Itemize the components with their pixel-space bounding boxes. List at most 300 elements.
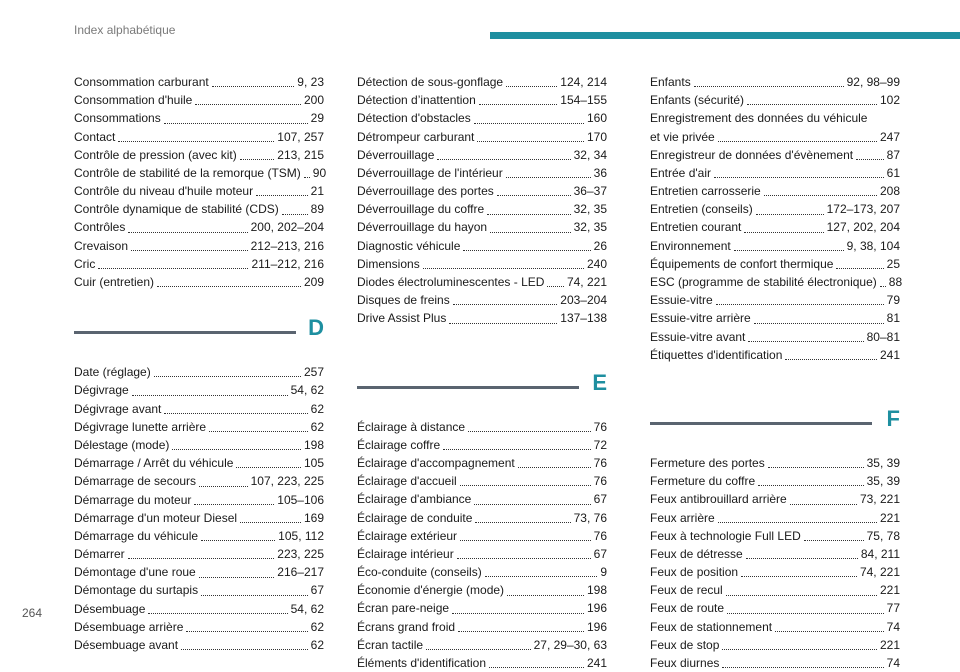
entry-pages: 62 [310,619,324,634]
index-entry [650,527,900,545]
dot-leader [694,86,844,87]
index-entry [650,164,900,182]
entry-pages: 81 [886,311,900,326]
entry-pages: 36–37 [573,184,607,199]
entry-term: Détrompeur carburant [357,129,475,144]
index-entry [74,527,324,545]
index-entry [357,73,607,91]
entry-pages: 221 [879,583,900,598]
section-header-d [74,307,324,363]
dot-leader [457,558,591,559]
entry-pages: 257 [303,365,324,380]
entry-list [650,454,900,672]
index-entry [357,128,607,146]
dot-leader [195,104,301,105]
entry-term: Diagnostic véhicule [357,238,461,253]
entry-term: Feux de stationnement [650,619,773,634]
dot-leader [744,232,823,233]
entry-term: Déverrouillage du coffre [357,202,485,217]
index-entry [357,563,607,581]
entry-pages: 61 [886,165,900,180]
entry-term: Dégivrage lunette arrière [74,419,207,434]
entry-term: Entretien courant [650,220,742,235]
index-entry [74,255,324,273]
entry-pages: 223, 225 [277,547,324,562]
dot-leader [518,467,591,468]
index-entry [650,73,900,91]
dot-leader [497,195,571,196]
entry-term: Éclairage coffre [357,437,441,452]
dot-leader [489,667,584,668]
entry-term: Entretien (conseils) [650,202,753,217]
entry-term: Démarrage d'un moteur Diesel [74,510,238,525]
entry-term: Délestage (mode) [74,437,170,452]
entry-pages: 74, 221 [859,565,900,580]
dot-leader [718,141,877,142]
entry-term: Enfants [650,74,691,89]
entry-pages: 209 [303,275,324,290]
entry-pages: 213, 215 [277,147,324,162]
index-entry [74,491,324,509]
entry-term: Disques de freins [357,293,450,308]
entry-term: Consommation carburant [74,74,209,89]
entry-pages: 105 [303,456,324,471]
index-entry [357,237,607,255]
entry-pages: 216–217 [277,565,324,580]
index-column-1 [74,73,327,654]
entry-pages: 35, 39 [866,455,900,470]
index-entry [357,309,607,327]
index-entry [650,91,900,109]
dot-leader [775,631,884,632]
entry-pages: 67 [593,492,607,507]
entry-pages: 80–81 [866,329,900,344]
index-entry [74,545,324,563]
dot-leader [154,376,301,377]
entry-pages: 137–138 [560,311,607,326]
index-entry [357,219,607,237]
entry-term: Contrôles [74,220,126,235]
entry-pages: 74, 221 [566,275,607,290]
entry-term: Écran pare-neige [357,601,450,616]
entry-term: Éclairage de conduite [357,510,473,525]
entry-term: Démarrage du véhicule [74,528,199,543]
index-entry [74,273,324,291]
index-entry [357,418,607,436]
dot-leader [506,177,591,178]
entry-pages: 77 [886,601,900,616]
dot-leader [201,595,308,596]
entry-term: Déverrouillage [357,147,435,162]
dot-leader [727,613,884,614]
section-letter: F [886,406,900,431]
page-number: 264 [22,606,43,620]
entry-pages: 75, 78 [866,528,900,543]
dot-leader [460,485,591,486]
entry-term: Démarrage du moteur [74,492,192,507]
entry-term: Feux de stop [650,637,720,652]
dot-leader [764,195,877,196]
index-entry [74,128,324,146]
entry-pages: 107, 223, 225 [250,474,324,489]
dot-leader [199,577,275,578]
entry-term: Cric [74,256,96,271]
index-entry [650,490,900,508]
entry-term: Entrée d'air [650,165,711,180]
index-entry [357,618,607,636]
index-entry [650,273,903,291]
entry-term: Éclairage d'ambiance [357,492,472,507]
entry-term: Dimensions [357,256,420,271]
dot-leader [747,104,877,105]
entry-term: ESC (programme de stabilité électronique) [650,275,877,290]
dot-leader [756,214,824,215]
dot-leader [128,558,275,559]
entry-term: Démarrage de secours [74,474,197,489]
entry-pages: 198 [586,583,607,598]
entry-pages: 211–212, 216 [251,256,324,271]
dot-leader [790,504,857,505]
index-entry [74,182,324,200]
entry-term: Essuie-vitre [650,293,713,308]
index-entry [357,545,607,563]
index-entry [650,146,900,164]
dot-leader [212,86,295,87]
index-entry [74,563,324,581]
dot-leader [452,613,584,614]
dot-leader [475,522,570,523]
dot-leader [856,159,884,160]
index-column-2 [357,73,607,672]
dot-leader [748,341,863,342]
dot-leader [118,141,274,142]
index-entry [650,545,900,563]
entry-term: Démontage du surtapis [74,583,199,598]
index-entry [74,73,324,91]
entry-term: Consommations [74,111,161,126]
entry-pages: 90 [312,165,327,180]
entry-term: Écrans grand froid [357,619,456,634]
dot-leader [148,613,287,614]
dot-leader [754,323,884,324]
index-entry [650,454,900,472]
entry-term: Désembuage arrière [74,619,184,634]
dot-leader [768,467,864,468]
dot-leader [804,540,864,541]
entry-term: Entretien carrosserie [650,184,761,199]
dot-leader [468,431,591,432]
entry-pages: 247 [879,129,900,144]
entry-pages: 198 [303,437,324,452]
dot-leader [836,268,883,269]
entry-term: Date (réglage) [74,365,151,380]
entry-term: Contrôle de stabilité de la remorque (TSM) [74,165,301,180]
entry-list [357,73,607,328]
entry-pages: 212–213, 216 [250,238,324,253]
entry-term: Diodes électroluminescentes - LED [357,275,545,290]
entry-pages: 36 [593,165,607,180]
entry-pages: 200, 202–204 [250,220,324,235]
section-rule [357,386,579,389]
entry-pages: 241 [586,656,607,671]
dot-leader [726,595,877,596]
entry-pages: 76 [593,419,607,434]
index-entry [74,436,324,454]
entry-term: Démontage d'une roue [74,565,196,580]
entry-term: Éclairage intérieur [357,546,454,561]
dot-leader [463,250,590,251]
dot-leader [209,431,308,432]
dot-leader [746,558,858,559]
entry-pages: 196 [586,601,607,616]
dot-leader [194,504,274,505]
index-entry [74,381,324,399]
dot-leader [785,359,877,360]
entry-term: Équipements de confort thermique [650,256,834,271]
entry-pages: 76 [593,528,607,543]
index-entry-line: Enregistrement des données du véhicule [650,111,868,126]
index-entry [357,91,607,109]
entry-pages: 154–155 [560,93,607,108]
index-entry [650,291,900,309]
index-entry [650,328,900,346]
entry-pages: 73, 76 [573,510,607,525]
dot-leader [758,485,863,486]
entry-pages: 35, 39 [866,474,900,489]
dot-leader [282,214,308,215]
entry-pages: 160 [586,111,607,126]
entry-term: Contrôle du niveau d'huile moteur [74,184,254,199]
entry-pages: 9, 38, 104 [846,238,900,253]
dot-leader [426,649,531,650]
index-entry [74,164,327,182]
entry-pages: 9, 23 [297,74,324,89]
index-entry [650,618,900,636]
entry-term: Éclairage d'accompagnement [357,455,515,470]
dot-leader [880,286,886,287]
dot-leader [474,504,590,505]
dot-leader [423,268,584,269]
index-entry [650,182,900,200]
entry-pages: 25 [886,256,900,271]
entry-term: Cuir (entretien) [74,275,155,290]
dot-leader [460,540,591,541]
entry-term: Éco-conduite (conseils) [357,565,482,580]
dot-leader [716,304,884,305]
index-entry [74,200,324,218]
index-entry [357,636,607,654]
entry-pages: 29 [310,111,324,126]
entry-pages: 62 [310,638,324,653]
entry-term: Environnement [650,238,731,253]
entry-pages: 32, 35 [573,202,607,217]
entry-term: Détection d’inattention [357,93,476,108]
index-entry [650,472,900,490]
index-entry [650,563,900,581]
index-entry [650,128,900,146]
entry-term: Éclairage d'accueil [357,474,457,489]
index-entry [357,527,607,545]
entry-pages: 124, 214 [560,74,607,89]
dot-leader [506,86,557,87]
entry-term: Feux diurnes [650,656,720,671]
entry-term: Consommation d'huile [74,93,193,108]
index-entry [650,200,900,218]
entry-term: Étiquettes d'identification [650,347,783,362]
entry-pages: 54, 62 [290,601,324,616]
entry-term: Feux de détresse [650,546,743,561]
index-column-3 [650,73,903,672]
entry-term: Feux de route [650,601,725,616]
index-entry [74,454,324,472]
index-entry [74,109,324,127]
entry-pages: 67 [593,546,607,561]
entry-pages: 221 [879,637,900,652]
index-entry [357,291,607,309]
dot-leader [304,177,310,178]
dot-leader [236,467,301,468]
entry-pages: 32, 34 [573,147,607,162]
entry-pages: 27, 29–30, 63 [533,637,607,652]
entry-pages: 208 [879,184,900,199]
section-rule [74,331,296,334]
dot-leader [547,286,564,287]
index-entry [357,146,607,164]
entry-term: Essuie-vitre arrière [650,311,751,326]
index-entry [357,454,607,472]
index-entry [74,219,324,237]
entry-pages: 203–204 [560,293,607,308]
entry-term: Drive Assist Plus [357,311,447,326]
section-header-f [650,398,900,454]
dot-leader [722,667,883,668]
dot-leader [477,141,584,142]
entry-pages: 92, 98–99 [846,74,900,89]
entry-pages: 169 [303,510,324,525]
entry-list [357,418,607,672]
section-header-e [357,362,607,418]
dot-leader [132,395,288,396]
entry-term: Démarrer [74,547,125,562]
dot-leader [458,631,584,632]
page-header-title: Index alphabétique [74,23,176,37]
entry-term: Feux de recul [650,583,723,598]
entry-pages: 79 [886,293,900,308]
entry-pages: 89 [310,202,324,217]
dot-leader [128,232,247,233]
index-entry [357,200,607,218]
entry-term: Désembuage [74,601,146,616]
entry-pages: 127, 202, 204 [826,220,900,235]
entry-pages: 26 [593,238,607,253]
entry-pages: 32, 35 [573,220,607,235]
section-letter: E [592,369,607,395]
index-entry [357,490,607,508]
entry-pages: 67 [310,583,324,598]
entry-term: Fermeture des portes [650,455,765,470]
entry-pages: 196 [586,619,607,634]
entry-pages: 72 [593,437,607,452]
entry-term: Feux antibrouillard arrière [650,492,787,507]
entry-term: Dégivrage [74,383,129,398]
entry-pages: 172–173, 207 [826,202,900,217]
index-entry [74,509,324,527]
dot-leader [507,595,584,596]
entry-term: Écran tactile [357,637,424,652]
dot-leader [186,631,307,632]
entry-pages: 62 [310,401,324,416]
index-entry [74,237,324,255]
entry-term: Contrôle dynamique de stabilité (CDS) [74,202,279,217]
dot-leader [714,177,884,178]
header-accent-bar [490,32,960,39]
dot-leader [490,232,571,233]
entry-term: Crevaison [74,238,129,253]
dot-leader [449,323,557,324]
dot-leader [437,159,570,160]
entry-term: Économie d'énergie (mode) [357,583,505,598]
entry-pages: 105, 112 [278,528,324,543]
index-entry [74,146,324,164]
entry-term: Feux de position [650,565,739,580]
index-entry [74,400,324,418]
index-entry [357,109,607,127]
entry-term: Fermeture du coffre [650,474,756,489]
dot-leader [487,214,570,215]
entry-term: Enregistreur de données d'évènement [650,147,854,162]
dot-leader [98,268,248,269]
entry-term: Contact [74,129,116,144]
index-entry [357,472,607,490]
entry-pages: 74 [886,656,900,671]
entry-pages: 9 [600,565,607,580]
index-entry [357,182,607,200]
entry-term: Éclairage à distance [357,419,466,434]
entry-term: Déverrouillage des portes [357,184,494,199]
entry-term: Enfants (sécurité) [650,93,745,108]
entry-pages: 87 [886,147,900,162]
entry-list [650,73,900,109]
entry-term: Démarrage / Arrêt du véhicule [74,456,234,471]
entry-pages: 241 [879,347,900,362]
dot-leader [256,195,308,196]
entry-pages: 88 [888,275,903,290]
dot-leader [131,250,248,251]
dot-leader [722,649,877,650]
index-entry [650,636,900,654]
index-entry [650,237,900,255]
index-entry [650,219,900,237]
entry-term: Éléments d'identification [357,656,487,671]
index-entry [357,273,607,291]
entry-pages: 102 [879,93,900,108]
entry-pages: 84, 211 [860,546,900,561]
dot-leader [485,576,598,577]
index-entry [650,654,900,672]
index-entry [357,581,607,599]
entry-term: et vie privée [650,129,715,144]
dot-leader [443,449,590,450]
entry-pages: 76 [593,474,607,489]
entry-term: Dégivrage avant [74,401,162,416]
dot-leader [240,159,275,160]
entry-pages: 221 [879,510,900,525]
dot-leader [734,250,844,251]
dot-leader [164,413,307,414]
index-entry [74,91,324,109]
entry-term: Feux arrière [650,510,715,525]
dot-leader [164,123,308,124]
